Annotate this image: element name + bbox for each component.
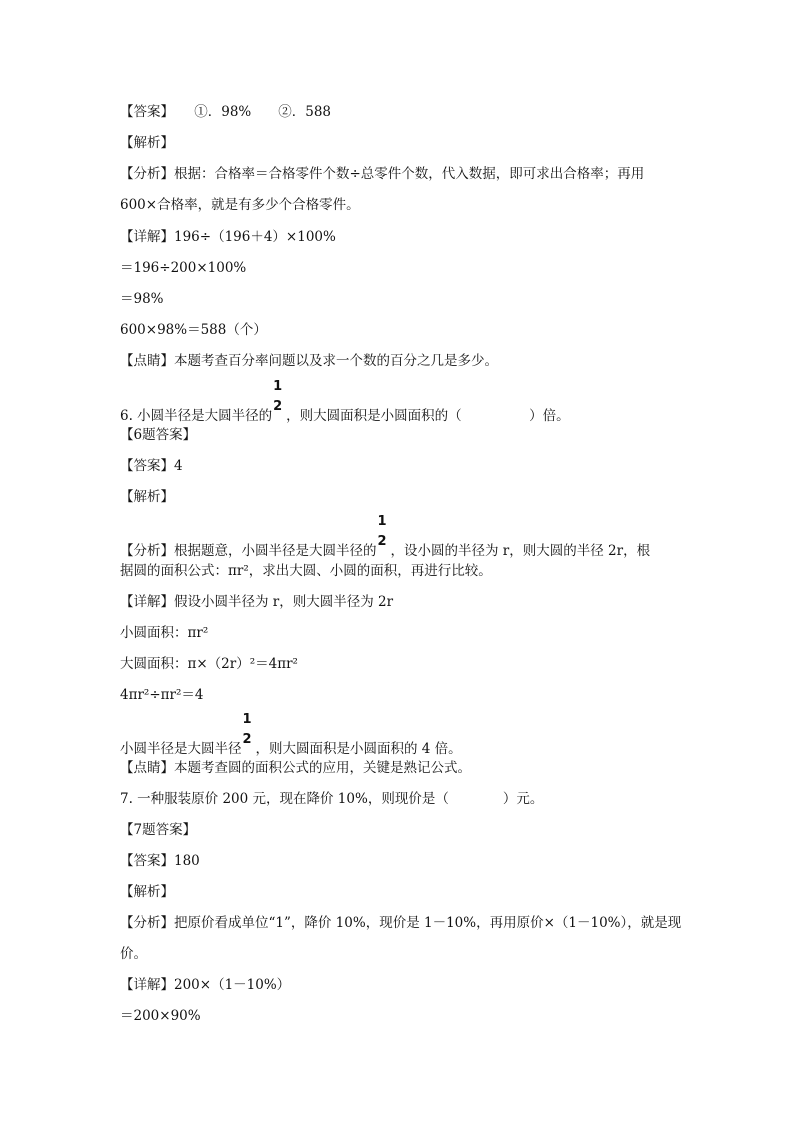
fraction-denominator: 2 [377, 534, 387, 549]
q5-analysis-heading: 【解析】 [120, 135, 174, 151]
q5-detail-line-2: ＝196÷200×100% [120, 260, 247, 276]
fraction-numerator: 1 [377, 514, 387, 529]
q7-analysis-line-1: 【分析】把原价看成单位“1”，降价 10%，现价是 1－10%，再用原价×（1－10%），就是现 [120, 915, 682, 931]
q6-detail-5-pre: 小圆半径是大圆半径 [120, 741, 242, 757]
q7-detail-line-1: 【详解】200×（1－10%） [120, 977, 291, 993]
q5-detail-line-3: ＝98% [120, 291, 164, 307]
q6-detail-line-1: 【详解】假设小圆半径为 r，则大圆半径为 2r [120, 594, 394, 610]
q6-analysis-line-1 [120, 514, 651, 560]
fraction-denominator: 2 [242, 732, 252, 747]
q6-answer-heading: 【6题答案】 [120, 427, 197, 443]
fraction-half [242, 712, 256, 753]
q6-detail-line-4: 4πr²÷πr²＝4 [120, 687, 204, 703]
q6-answer: 【答案】4 [120, 458, 183, 474]
q7-answer: 【答案】180 [120, 853, 200, 869]
q6-detail-line-2: 小圆面积：πr² [120, 625, 209, 641]
q7-detail-line-2: ＝200×90% [120, 1008, 201, 1024]
q7-answer-heading: 【7题答案】 [120, 822, 197, 838]
q6-analysis-heading: 【解析】 [120, 489, 174, 505]
q6-comment: 【点睛】本题考查圆的面积公式的应用，关键是熟记公式。 [120, 760, 471, 776]
q5-analysis-line-1: 【分析】根据：合格率＝合格零件个数÷总零件个数，代入数据，即可求出合格率；再用 [120, 166, 645, 182]
q5-answer: 【答案】 ①．98% ②．588 [120, 104, 332, 120]
q7-analysis-heading: 【解析】 [120, 884, 174, 900]
q5-detail-line-1: 【详解】196÷（196＋4）×100% [120, 229, 336, 245]
q6-question-post: ，则大圆面积是小圆面积的（ ）倍。 [286, 408, 570, 424]
q6-analysis-pre: 【分析】根据题意，小圆半径是大圆半径的 [120, 543, 377, 559]
fraction-denominator: 2 [273, 399, 283, 414]
fraction-half [377, 514, 391, 555]
q5-comment: 【点睛】本题考查百分率问题以及求一个数的百分之几是多少。 [120, 353, 498, 369]
fraction-numerator: 1 [242, 712, 252, 727]
q6-detail-5-post: ，则大圆面积是小圆面积的 4 倍。 [255, 741, 462, 757]
q7-question: 7. 一种服装原价 200 元，现在降价 10%，则现价是（ ）元。 [120, 791, 544, 807]
q5-analysis-line-2: 600×合格率，就是有多少个合格零件。 [120, 197, 360, 213]
q6-detail-line-3: 大圆面积：π×（2r）²＝4πr² [120, 656, 298, 672]
q5-detail-line-4: 600×98%＝588（个） [120, 322, 267, 338]
q6-analysis-post: ，设小圆的半径为 r，则大圆的半径 2r，根 [390, 543, 651, 559]
fraction-half [272, 379, 286, 420]
q7-analysis-line-2: 价。 [120, 946, 147, 962]
q6-question-pre: 6. 小圆半径是大圆半径的 [120, 408, 273, 424]
q6-detail-line-5 [120, 712, 462, 758]
fraction-numerator: 1 [273, 379, 283, 394]
q6-question [120, 379, 570, 425]
q6-analysis-line-2: 据圆的面积公式：πr²，求出大圆、小圆的面积，再进行比较。 [120, 563, 492, 579]
